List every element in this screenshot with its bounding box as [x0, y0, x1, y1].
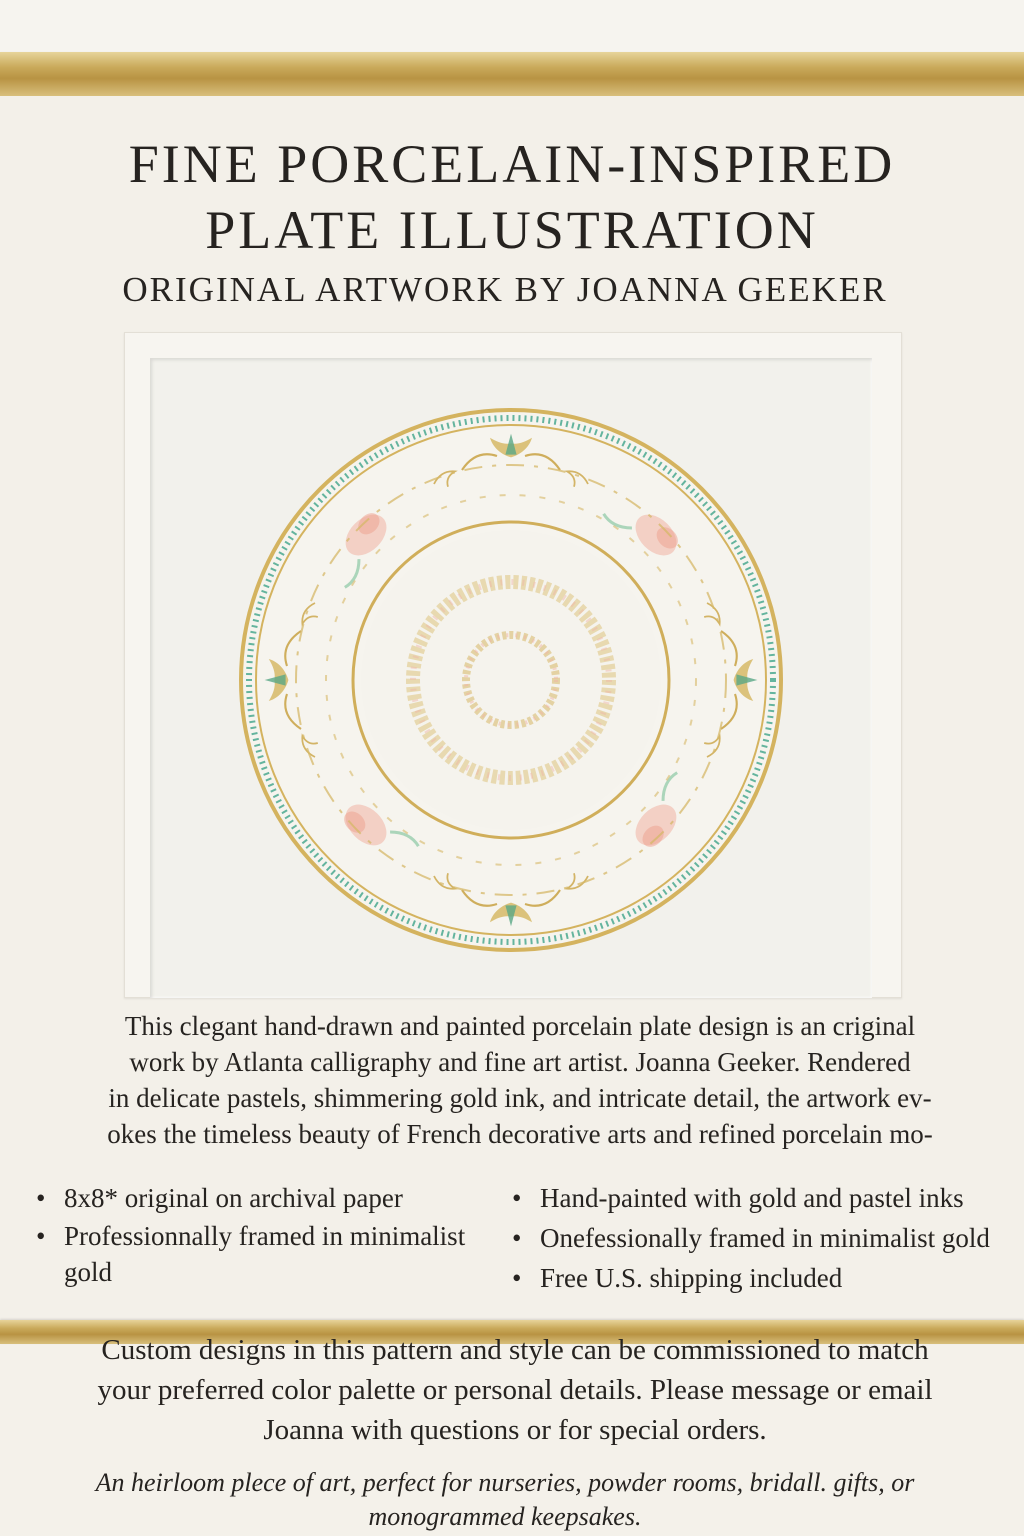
heirloom-line: An heirloom plece of art, perfect for nurseries, powder rooms, bridall. gifts, or: [95, 1468, 915, 1497]
title-line-1: FINE PORCELAIN-INSPIRED: [128, 134, 896, 194]
custom-line: Custom designs in this pattern and style can be commissioned to match: [101, 1334, 929, 1366]
feature-list-left: [36, 1178, 506, 1290]
feature-item: • Hand-painted with gold and pastel inks: [512, 1178, 1024, 1218]
plate-illustration: [150, 358, 872, 998]
description-line: This clegant hand-drawn and painted porcelain plate design is an criginal: [124, 1011, 916, 1041]
feature-list-right: [512, 1178, 1024, 1298]
custom-line: Joanna with questions or for special orders.: [263, 1414, 767, 1446]
artwork-paper: [150, 358, 872, 998]
heirloom-line: monogrammed keepsakes.: [368, 1502, 642, 1531]
wall-background: [0, 0, 1024, 52]
description: [20, 1008, 1020, 1152]
description-line: okes the timeless beauty of French decorative arts and refined porcelain mo-: [107, 1119, 933, 1149]
feature-item: • Professionnally framed in minimalist gold: [36, 1218, 506, 1290]
description-line: work by Atlanta calligraphy and fine art artist. Joanna Geeker. Rendered: [129, 1047, 911, 1077]
feature-item: • Onefessionally framed in minimalist gold: [512, 1218, 1024, 1258]
custom-order-note: [20, 1330, 1010, 1450]
feature-item: • Free U.S. shipping included: [512, 1258, 1024, 1298]
gold-frame-top: [0, 52, 1024, 96]
description-line: in delicate pastels, shimmering gold ink, and intricate detail, the artwork ev-: [108, 1083, 932, 1113]
custom-line: your preferred color palette or personal details. Please message or email: [97, 1374, 933, 1406]
feature-item: • 8x8* original on archival paper: [36, 1178, 506, 1218]
title-line-2: PLATE ILLUSTRATION: [205, 200, 819, 260]
heirloom-note: [0, 1466, 1010, 1534]
subtitle: ORIGINAL ARTWORK BY JOANNA GEEKER: [122, 270, 888, 309]
